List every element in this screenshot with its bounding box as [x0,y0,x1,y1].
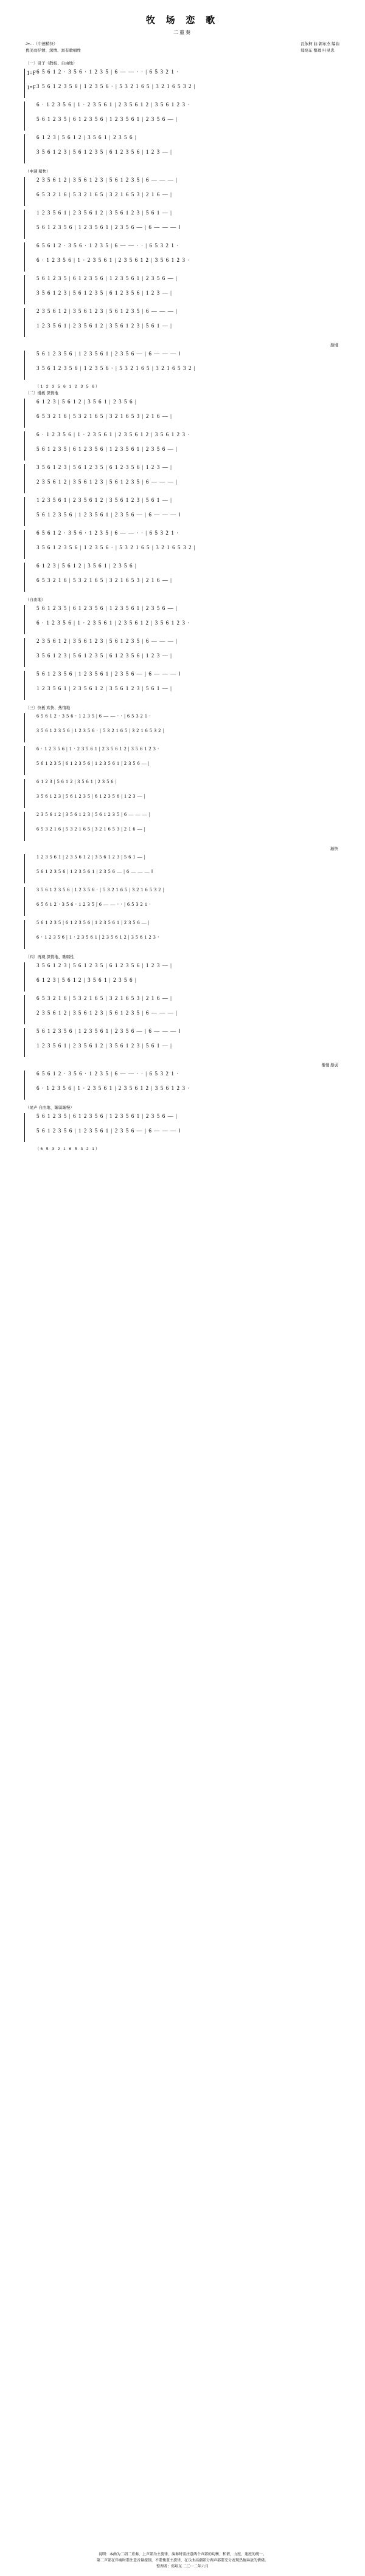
notes-row: 3 5 6 1 2 3 | 5 6 1 2 3 5 | 6 1 2 3 5 6 | 1 2 3 — | [36,464,173,470]
notes-row: 1 2 3 5 6 1 | 2 3 5 6 1 2 | 3 5 6 1 2 3 | 5 6 1 — | [36,210,173,216]
section-label-allegro: 〔三〕快板 欢快、热情地 [26,706,71,710]
notes-row: 3 5 6 1 2 3 5 6 | 1 2 3 5 6 · | 5 3 2 1 6 5 | 3 2 1 6 5 3 2 | [36,365,196,371]
notes-row: 3 5 6 1 2 3 | 5 6 1 2 3 5 | 6 1 2 3 5 6 | 1 2 3 — | [36,149,173,155]
notes-row: 3 5 6 1 2 3 5 6 | 1 2 3 5 6 · | 5 3 2 1 6 5 | 3 2 1 6 5 3 2 | [36,887,164,892]
staff-line-lower [27,116,341,131]
section-label-rit-1: 渐慢 [330,343,338,348]
staff-system-28 [24,1028,341,1057]
staff-line-lower [27,620,341,634]
section-label-moderato: （中速 稍快） [26,170,50,174]
notes-row: 1 2 3 5 6 1 | 2 3 5 6 1 2 | 3 5 6 1 2 3 | 5 6 1 — | [36,1043,173,1049]
notes-row: 6 5 6 1 2 · 3 5 6 · 1 2 3 5 | 6 — — · · | 6 5 3 2 1 · [36,1070,179,1077]
notes-row: 6 1 2 3 | 5 6 1 2 | 3 5 6 1 | 2 3 5 6 | [36,399,137,405]
staff-system-10 [24,399,341,428]
staff-line-lower [27,761,341,775]
staff-line-lower [27,479,341,493]
staff-system-21 [24,779,341,808]
clef-key-signature: 1=F [27,70,36,76]
notes-row: 2 3 5 6 1 2 | 3 5 6 1 2 3 | 5 6 1 2 3 5 | 6 — — — | [36,308,178,314]
notes-row: 5 6 1 2 3 5 6 | 1 2 3 5 6 1 | 2 3 5 6 — | 6 — — — ‖ [36,1128,181,1134]
staff-system-16 [24,605,341,634]
notes-row: 6 · 1 2 3 5 6 | 1 · 2 3 5 6 1 | 2 3 5 6 1 2 | 3 5 6 1 2 3 · [36,1085,190,1091]
staff-system-3 [24,134,341,163]
section-label-rit-2: 渐慢 渐弱 [321,1063,338,1067]
section-label-adagio: 〔二〕慢板 深情地 [26,391,58,396]
staff-line-lower [27,1085,341,1100]
lyric-line-1: （1 2 3 5 6 1 2 3 5 6） [35,385,101,389]
notes-row: 1 2 3 5 6 1 | 2 3 5 6 1 2 | 3 5 6 1 2 3 | 5 6 1 — | [36,497,173,503]
notes-row: 6 5 6 1 2 · 3 5 6 · 1 2 3 5 | 6 — — · · | 6 5 3 2 1 · [36,69,179,75]
footer-line-3: 整理者：郑培东 二〇一二年六月 [156,2565,209,2569]
staff-line-upper [27,887,341,902]
staff-system-14 [24,530,341,559]
staff-line-upper [27,713,341,728]
notes-row: 6 5 3 2 1 6 | 5 3 2 1 6 5 | 3 2 1 6 5 3 | 2 1 6 — | [36,826,146,832]
staff-line-lower [27,191,341,206]
staff-line-upper [27,308,341,323]
notes-row: 5 6 1 2 3 5 | 6 1 2 3 5 6 | 1 2 3 5 6 1 | 2 3 5 6 — | [36,275,178,281]
clef-key-signature-lower: 1=F [27,84,36,91]
staff-line-upper [27,177,341,191]
staff-system-4 [24,177,341,206]
author-block [301,41,339,54]
lyric-line-2: （6 5 3 2 1 6 5 3 2 1） [35,1147,101,1151]
staff-line-upper [27,497,341,512]
staff-system-18 [24,671,341,700]
notes-row: 5 6 1 2 3 5 | 6 1 2 3 5 6 | 1 2 3 5 6 1 | 2 3 5 6 — | [36,761,150,766]
staff-line-lower [27,290,341,304]
section-label-free: （自由地） [26,598,46,602]
staff-system-13 [24,497,341,526]
staff-line-lower [27,446,341,461]
staff-line-lower [27,902,341,916]
staff-system-11 [24,431,341,461]
notes-row: 6 · 1 2 3 5 6 | 1 · 2 3 5 6 1 | 2 3 5 6 1 2 | 3 5 6 1 2 3 · [36,746,160,752]
staff-line-upper [27,746,341,761]
notes-row: 6 1 2 3 | 5 6 1 2 | 3 5 6 1 | 2 3 5 6 | [36,779,117,784]
staff-line-upper [27,638,341,653]
section-label-accel: 渐快 [330,847,338,851]
notes-row: 5 6 1 2 3 5 6 | 1 2 3 5 6 1 | 2 3 5 6 — | 6 — — — ‖ [36,1028,181,1034]
staff-line-upper [27,995,341,1010]
staff-system-5 [24,210,341,239]
staff-system-1 [24,69,341,98]
staff-line-upper [27,464,341,479]
notes-row: 2 3 5 6 1 2 | 3 5 6 1 2 3 | 5 6 1 2 3 5 | 6 — — — | [36,177,178,183]
notes-row: 6 5 6 1 2 · 3 5 6 · 1 2 3 5 | 6 — — · · | 6 5 3 2 1 · [36,242,179,248]
staff-line-upper [27,605,341,620]
mood-label: 优美而抒情、深情、富有歌唱性 [26,49,81,53]
sheet-content [24,0,341,1151]
staff-line-lower [27,365,341,380]
composer-line-1: 瓦依柯 曲 郭东杰 编曲 [301,42,339,46]
staff-system-12 [24,464,341,493]
footer-note [0,2552,365,2570]
staff-system-29 [24,1070,341,1100]
notes-row: 5 6 1 2 3 5 6 | 1 2 3 5 6 1 | 2 3 5 6 — | 6 — — — ‖ [36,869,153,874]
notes-row: 5 6 1 2 3 5 6 | 1 2 3 5 6 1 | 2 3 5 6 — | 6 — — — ‖ [36,224,181,230]
staff-line-upper [27,1113,341,1128]
staff-line-upper [27,242,341,257]
staff-system-30 [24,1113,341,1142]
staff-line-lower [27,149,341,163]
staff-system-17 [24,638,341,667]
staff-line-upper [27,854,341,869]
notes-row: 3 5 6 1 2 3 5 6 | 1 2 3 5 6 · | 5 3 2 1 6 5 | 3 2 1 6 5 3 2 | [36,544,196,550]
notes-row: 3 5 6 1 2 3 | 5 6 1 2 3 5 | 6 1 2 3 5 6 | 1 2 3 — | [36,793,146,799]
tempo-label: J=…（中速稍快） [26,42,58,46]
page-subtitle: 二重奏 [173,30,192,35]
staff-system-24 [24,887,341,916]
staff-line-lower [27,977,341,992]
notes-row: 6 5 3 2 1 6 | 5 3 2 1 6 5 | 3 2 1 6 5 3 | 2 1 6 — | [36,191,173,197]
notes-row: 6 1 2 3 | 5 6 1 2 | 3 5 6 1 | 2 3 5 6 | [36,977,137,983]
notes-row: 2 3 5 6 1 2 | 3 5 6 1 2 3 | 5 6 1 2 3 5 | 6 — — — | [36,1010,178,1016]
notes-row: 6 · 1 2 3 5 6 | 1 · 2 3 5 6 1 | 2 3 5 6 1 2 | 3 5 6 1 2 3 · [36,431,190,437]
notes-row: 1 2 3 5 6 1 | 2 3 5 6 1 2 | 3 5 6 1 2 3 | 5 6 1 — | [36,854,146,860]
staff-line-upper [27,69,341,83]
staff-line-lower [27,257,341,272]
notes-row: 6 1 2 3 | 5 6 1 2 | 3 5 6 1 | 2 3 5 6 | [36,563,137,569]
staff-line-upper [27,962,341,977]
staff-line-lower [27,1043,341,1057]
staff-system-26 [24,962,341,992]
staff-line-lower [27,728,341,742]
notes-row: 1 2 3 5 6 1 | 2 3 5 6 1 2 | 3 5 6 1 2 3 | 5 6 1 — | [36,685,173,691]
section-label-intro: 〔一〕引子（散板、自由地） [26,61,77,66]
notes-row: 5 6 1 2 3 5 6 | 1 2 3 5 6 1 | 2 3 5 6 — | 6 — — — ‖ [36,512,181,518]
notes-row: 5 6 1 2 3 5 | 6 1 2 3 5 6 | 1 2 3 5 6 1 | 2 3 5 6 — | [36,1113,178,1119]
notes-row: 3 5 6 1 2 3 | 5 6 1 2 3 5 | 6 1 2 3 5 6 | 1 2 3 — | [36,962,173,968]
staff-line-lower [27,413,341,428]
staff-line-lower [27,224,341,239]
staff-line-lower [27,1128,341,1142]
section-label-coda: （尾声 自由地、渐弱渐慢） [26,1106,74,1110]
staff-line-upper [27,812,341,826]
staff-system-7 [24,275,341,304]
staff-line-upper [27,1070,341,1085]
staff-system-2 [24,101,341,131]
staff-system-27 [24,995,341,1024]
notes-row: 1 2 3 5 6 1 | 2 3 5 6 1 2 | 3 5 6 1 2 3 | 5 6 1 — | [36,323,173,329]
notes-row: 6 5 6 1 2 · 3 5 6 · 1 2 3 5 | 6 — — · · | 6 5 3 2 1 · [36,902,151,907]
tempo-block [26,41,81,54]
staff-system-8 [24,308,341,337]
notes-row: 6 5 6 1 2 · 3 5 6 · 1 2 3 5 | 6 — — · · | 6 5 3 2 1 · [36,713,151,719]
page-title: 牧 场 恋 歌 [145,16,220,26]
staff-system-15 [24,563,341,592]
notes-row: 5 6 1 2 3 5 6 | 1 2 3 5 6 1 | 2 3 5 6 — | 6 — — — ‖ [36,671,181,677]
footer-line-2: 第二声部在伴奏时要注意音量控制，不要掩盖主旋律，在乐曲高潮部分两声部要充分表现热情奔放的情绪。 [96,2559,268,2563]
staff-system-19 [24,713,341,742]
notes-row: 3 5 6 1 2 3 5 6 | 1 2 3 5 6 · | 5 3 2 1 6 5 | 3 2 1 6 5 3 2 | [36,83,196,89]
staff-line-upper [27,1028,341,1043]
staff-line-lower [27,934,341,949]
staff-line-lower [27,869,341,883]
notes-row: 6 1 2 3 | 5 6 1 2 | 3 5 6 1 | 2 3 5 6 | [36,134,137,140]
notes-row: 6 5 6 1 2 · 3 5 6 · 1 2 3 5 | 6 — — · · | 6 5 3 2 1 · [36,530,179,536]
notes-row: 5 6 1 2 3 5 | 6 1 2 3 5 6 | 1 2 3 5 6 1 | 2 3 5 6 — | [36,605,178,611]
staff-line-lower [27,1010,341,1024]
staff-line-upper [27,275,341,290]
notes-row: 6 5 3 2 1 6 | 5 3 2 1 6 5 | 3 2 1 6 5 3 | 2 1 6 — | [36,413,173,419]
notes-row: 6 · 1 2 3 5 6 | 1 · 2 3 5 6 1 | 2 3 5 6 1 2 | 3 5 6 1 2 3 · [36,101,190,108]
notes-row: 5 6 1 2 3 5 | 6 1 2 3 5 6 | 1 2 3 5 6 1 | 2 3 5 6 — | [36,116,178,122]
notes-row: 6 5 3 2 1 6 | 5 3 2 1 6 5 | 3 2 1 6 5 3 | 2 1 6 — | [36,995,173,1001]
staff-line-upper [27,671,341,685]
staff-line-upper [27,210,341,224]
staff-line-upper [27,399,341,413]
notes-row: 3 5 6 1 2 3 | 5 6 1 2 3 5 | 6 1 2 3 5 6 | 1 2 3 — | [36,653,173,659]
staff-system-25 [24,920,341,949]
notes-row: 2 3 5 6 1 2 | 3 5 6 1 2 3 | 5 6 1 2 3 5 | 6 — — — | [36,479,178,485]
staff-line-upper [27,779,341,793]
staff-system-9 [24,351,341,380]
staff-system-22 [24,812,341,841]
notes-row: 5 6 1 2 3 5 | 6 1 2 3 5 6 | 1 2 3 5 6 1 | 2 3 5 6 — | [36,920,150,925]
staff-line-lower [27,577,341,592]
staff-line-lower [27,544,341,559]
notes-row: 5 6 1 2 3 5 | 6 1 2 3 5 6 | 1 2 3 5 6 1 | 2 3 5 6 — | [36,446,178,452]
staff-line-upper [27,530,341,544]
notes-row: 6 · 1 2 3 5 6 | 1 · 2 3 5 6 1 | 2 3 5 6 1 2 | 3 5 6 1 2 3 · [36,257,190,263]
staff-line-upper [27,134,341,149]
staff-line-lower [27,653,341,667]
notes-row: 6 · 1 2 3 5 6 | 1 · 2 3 5 6 1 | 2 3 5 6 1 2 | 3 5 6 1 2 3 · [36,934,160,940]
staff-line-lower [27,83,341,98]
staff-line-upper [27,431,341,446]
footer-line-1: 说明：本曲为二胡二重奏，上声部为主旋律，演奏时需注意两个声部的均衡、和谐，力度、速度的统一。 [98,2553,266,2557]
staff-line-lower [27,323,341,337]
notes-row: 3 5 6 1 2 3 5 6 | 1 2 3 5 6 · | 5 3 2 1 6 5 | 3 2 1 6 5 3 2 | [36,728,164,733]
staff-line-upper [27,920,341,934]
section-label-recap: 〔四〕再现 深情地、歌唱性 [26,955,74,959]
staff-line-lower [27,793,341,808]
composer-line-2: 郑培东 整理 叶灵忠 [301,49,335,53]
notes-row: 2 3 5 6 1 2 | 3 5 6 1 2 3 | 5 6 1 2 3 5 | 6 — — — | [36,638,178,644]
staff-line-lower [27,512,341,526]
notes-row: 2 3 5 6 1 2 | 3 5 6 1 2 3 | 5 6 1 2 3 5 | 6 — — — | [36,812,151,817]
notes-row: 6 5 3 2 1 6 | 5 3 2 1 6 5 | 3 2 1 6 5 3 | 2 1 6 — | [36,577,173,583]
staff-line-lower [27,685,341,700]
staff-line-upper [27,351,341,365]
staff-system-23 [24,854,341,883]
staff-line-lower [27,826,341,841]
staff-line-upper [27,563,341,577]
notes-row: 6 · 1 2 3 5 6 | 1 · 2 3 5 6 1 | 2 3 5 6 1 2 | 3 5 6 1 2 3 · [36,620,190,626]
staff-system-20 [24,746,341,775]
staff-line-upper [27,101,341,116]
notes-row: 5 6 1 2 3 5 6 | 1 2 3 5 6 1 | 2 3 5 6 — | 6 — — — ‖ [36,351,181,357]
notes-row: 3 5 6 1 2 3 | 5 6 1 2 3 5 | 6 1 2 3 5 6 | 1 2 3 — | [36,290,173,296]
credits-block [24,41,341,59]
staff-system-6 [24,242,341,272]
